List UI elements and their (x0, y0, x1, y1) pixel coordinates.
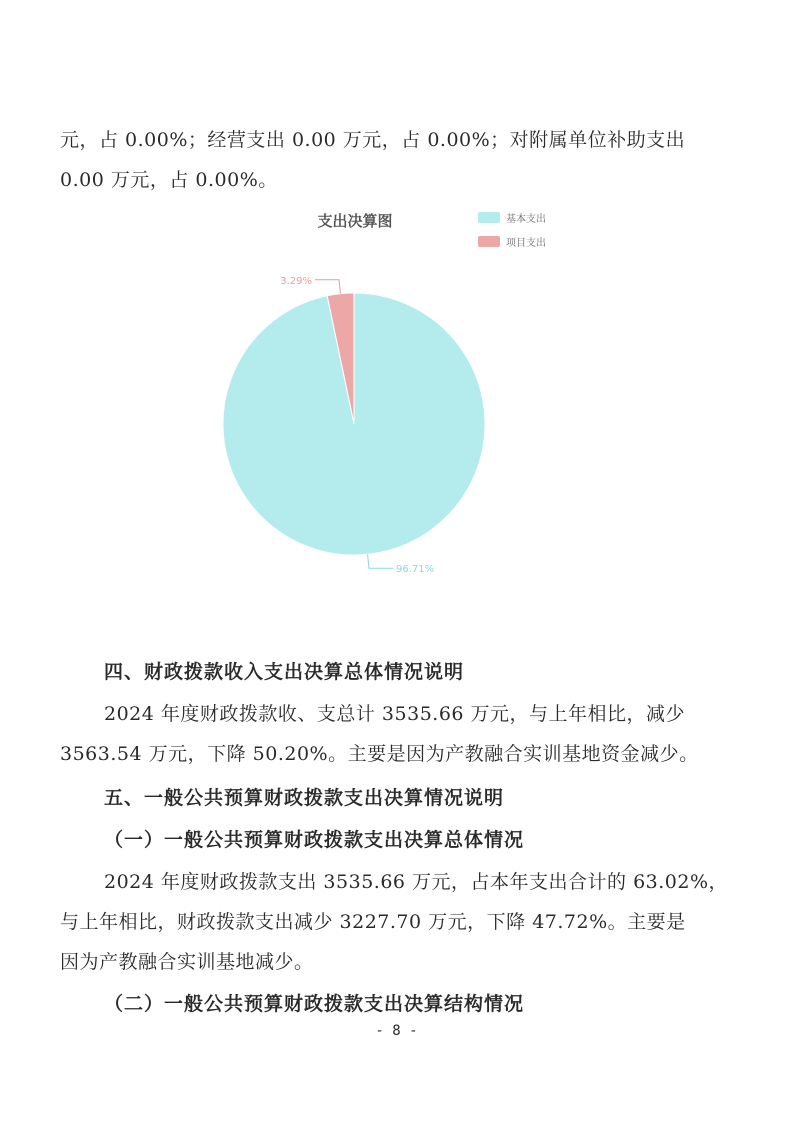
chart-title: 支出决算图 (317, 212, 393, 230)
expenditure-pie-chart (190, 200, 610, 590)
legend-label: 项目支出 (506, 238, 546, 249)
paragraph-line: 与上年相比，财政拨款支出减少 3227.70 万元，下降 47.72%。主要是 (60, 911, 686, 933)
chart-legend (478, 212, 546, 249)
pie-value-label: 3.29% (280, 275, 313, 287)
pie-leader-line (368, 554, 393, 568)
subsection-heading-1: （一）一般公共预算财政拨款支出决算总体情况 (104, 829, 525, 851)
pie-slices (223, 293, 485, 555)
legend-label: 基本支出 (506, 214, 546, 225)
pie-slice (223, 293, 485, 555)
paragraph-line: 0.00 万元，占 0.00%。 (60, 169, 278, 191)
legend-swatch (478, 236, 500, 247)
section-heading-5: 五、一般公共预算财政拨款支出决算情况说明 (104, 787, 505, 809)
page-number: - 8 - (375, 1023, 418, 1039)
paragraph-line: 因为产教融合实训基地减少。 (60, 951, 314, 973)
pie-leader-line (315, 280, 340, 294)
paragraph-line: 2024 年度财政拨款收、支总计 3535.66 万元，与上年相比，减少 (104, 703, 686, 725)
paragraph-line: 元，占 0.00%；经营支出 0.00 万元，占 0.00%；对附属单位补助支出 (60, 129, 686, 151)
paragraph-line: 2024 年度财政拨款支出 3535.66 万元，占本年支出合计的 63.02%， (104, 871, 729, 893)
subsection-heading-2: （二）一般公共预算财政拨款支出决算结构情况 (104, 993, 525, 1015)
legend-swatch (478, 212, 500, 223)
paragraph-line: 3563.54 万元，下降 50.20%。主要是因为产教融合实训基地资金减少。 (60, 743, 699, 765)
pie-value-label: 96.71% (395, 564, 435, 576)
section-heading-4: 四、财政拨款收入支出决算总体情况说明 (104, 661, 465, 683)
